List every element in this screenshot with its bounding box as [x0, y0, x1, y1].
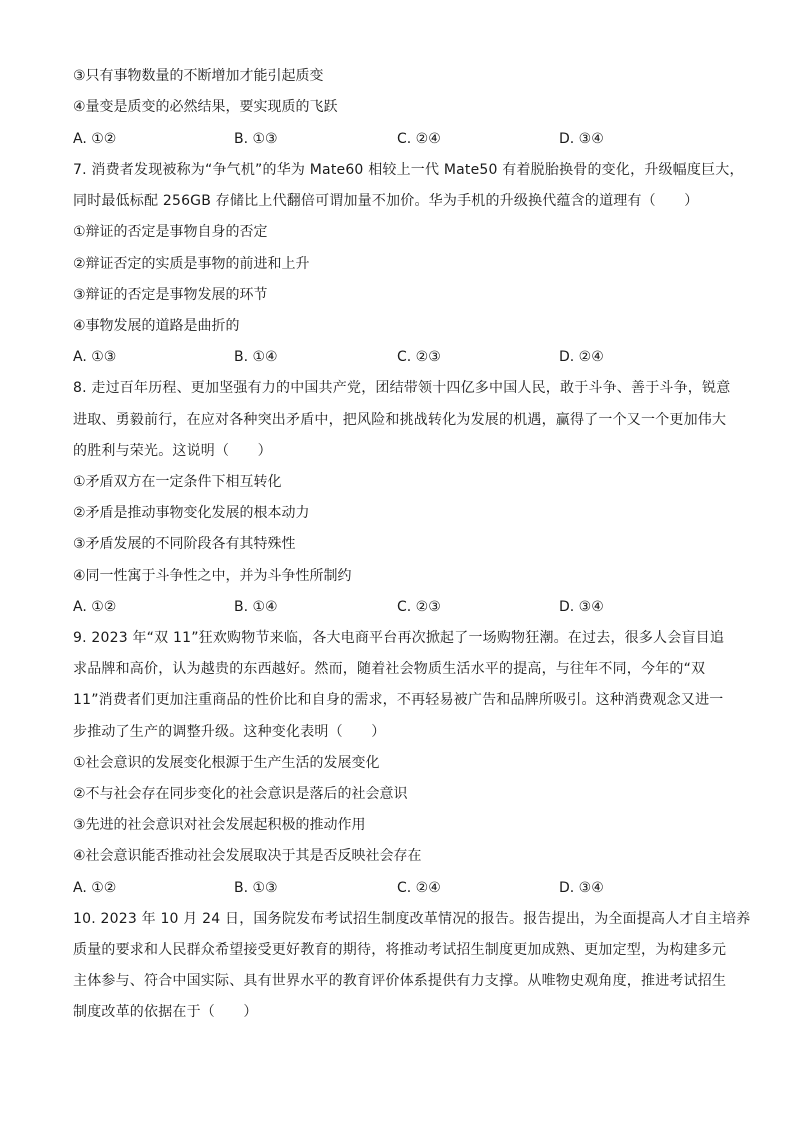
q9-stem-line: 求品牌和高价，认为越贵的东西越好。然而，随着社会物质生活水平的提高，与往年不同，今年的“双	[73, 661, 706, 677]
q8-choice-d[interactable]: D. ③④	[559, 599, 604, 615]
q9-choice-b[interactable]: B. ①③	[234, 880, 278, 896]
q7-stem-line: 同时最低标配 256GB 存储比上代翻倍可谓加量不加价。华为手机的升级换代蕴含的道理有（ ）	[73, 193, 699, 209]
q6-choices	[73, 129, 723, 149]
q7-choice-c[interactable]: C. ②③	[397, 349, 441, 365]
q8-option-4: ④同一性寓于斗争性之中，并为斗争性所制约	[73, 568, 352, 584]
q7-stem-line: 7. 消费者发现被称为“争气机”的华为 Mate60 相较上一代 Mate50 有着脱胎换骨的变化，升级幅度巨大，	[73, 162, 744, 178]
q10-stem-line: 主体参与、符合中国实际、具有世界水平的教育评价体系提供有力支撑。从唯物史观角度，推进考试招生	[73, 973, 727, 989]
q6-option-3: ③只有事物数量的不断增加才能引起质变	[73, 68, 324, 84]
q9-choices	[73, 878, 723, 898]
q9-stem-line: 步推动了生产的调整升级。这种变化表明（ ）	[73, 724, 386, 740]
q9-option-2: ②不与社会存在同步变化的社会意识是落后的社会意识	[73, 786, 408, 802]
q10-stem-line: 质量的要求和人民群众希望接受更好教育的期待，将推动考试招生制度更加成熟、更加定型，为构建多元	[73, 942, 727, 958]
q6-choice-c[interactable]: C. ②④	[397, 131, 441, 147]
q7-choice-d[interactable]: D. ②④	[559, 349, 604, 365]
q9-option-4: ④社会意识能否推动社会发展取决于其是否反映社会存在	[73, 848, 422, 864]
q7-option-3: ③辩证的否定是事物发展的环节	[73, 287, 268, 303]
q9-choice-c[interactable]: C. ②④	[397, 880, 441, 896]
q6-choice-d[interactable]: D. ③④	[559, 131, 604, 147]
q7-choice-a[interactable]: A. ①③	[73, 349, 117, 365]
q8-stem-line: 8. 走过百年历程、更加坚强有力的中国共产党，团结带领十四亿多中国人民，敢于斗争、善于斗争，锐意	[73, 380, 731, 396]
q7-option-1: ①辩证的否定是事物自身的否定	[73, 224, 268, 240]
q7-choice-b[interactable]: B. ①④	[234, 349, 278, 365]
q8-stem-line: 进取、勇毅前行，在应对各种突出矛盾中，把风险和挑战转化为发展的机遇，赢得了一个又一个更加伟大	[73, 412, 727, 428]
q9-option-3: ③先进的社会意识对社会发展起积极的推动作用	[73, 817, 366, 833]
q9-choice-d[interactable]: D. ③④	[559, 880, 604, 896]
q7-option-2: ②辩证否定的实质是事物的前进和上升	[73, 256, 310, 272]
q10-stem-line: 制度改革的依据在于（ ）	[73, 1004, 258, 1020]
q8-option-3: ③矛盾发展的不同阶段各有其特殊性	[73, 536, 296, 552]
q9-stem-line: 9. 2023 年“双 11”狂欢购物节来临，各大电商平台再次掀起了一场购物狂潮。在过去，很多人会盲目追	[73, 630, 725, 646]
q8-choices	[73, 597, 723, 617]
q8-choice-b[interactable]: B. ①④	[234, 599, 278, 615]
q6-choice-b[interactable]: B. ①③	[234, 131, 278, 147]
q8-choice-c[interactable]: C. ②③	[397, 599, 441, 615]
q8-option-2: ②矛盾是推动事物变化发展的根本动力	[73, 505, 310, 521]
q9-option-1: ①社会意识的发展变化根源于生产生活的发展变化	[73, 755, 380, 771]
q7-choices	[73, 347, 723, 367]
q6-option-4: ④量变是质变的必然结果，要实现质的飞跃	[73, 99, 338, 115]
q7-option-4: ④事物发展的道路是曲折的	[73, 318, 240, 334]
q6-choice-a[interactable]: A. ①②	[73, 131, 117, 147]
q9-stem-line: 11”消费者们更加注重商品的性价比和自身的需求，不再轻易被广告和品牌所吸引。这种消费观念又进一	[73, 692, 724, 708]
q8-choice-a[interactable]: A. ①②	[73, 599, 117, 615]
q8-stem-line: 的胜利与荣光。这说明（ ）	[73, 443, 272, 459]
q8-option-1: ①矛盾双方在一定条件下相互转化	[73, 474, 282, 490]
q10-stem-line: 10. 2023 年 10 月 24 日，国务院发布考试招生制度改革情况的报告。报告提出，为全面提高人才自主培养	[73, 911, 751, 927]
q9-choice-a[interactable]: A. ①②	[73, 880, 117, 896]
